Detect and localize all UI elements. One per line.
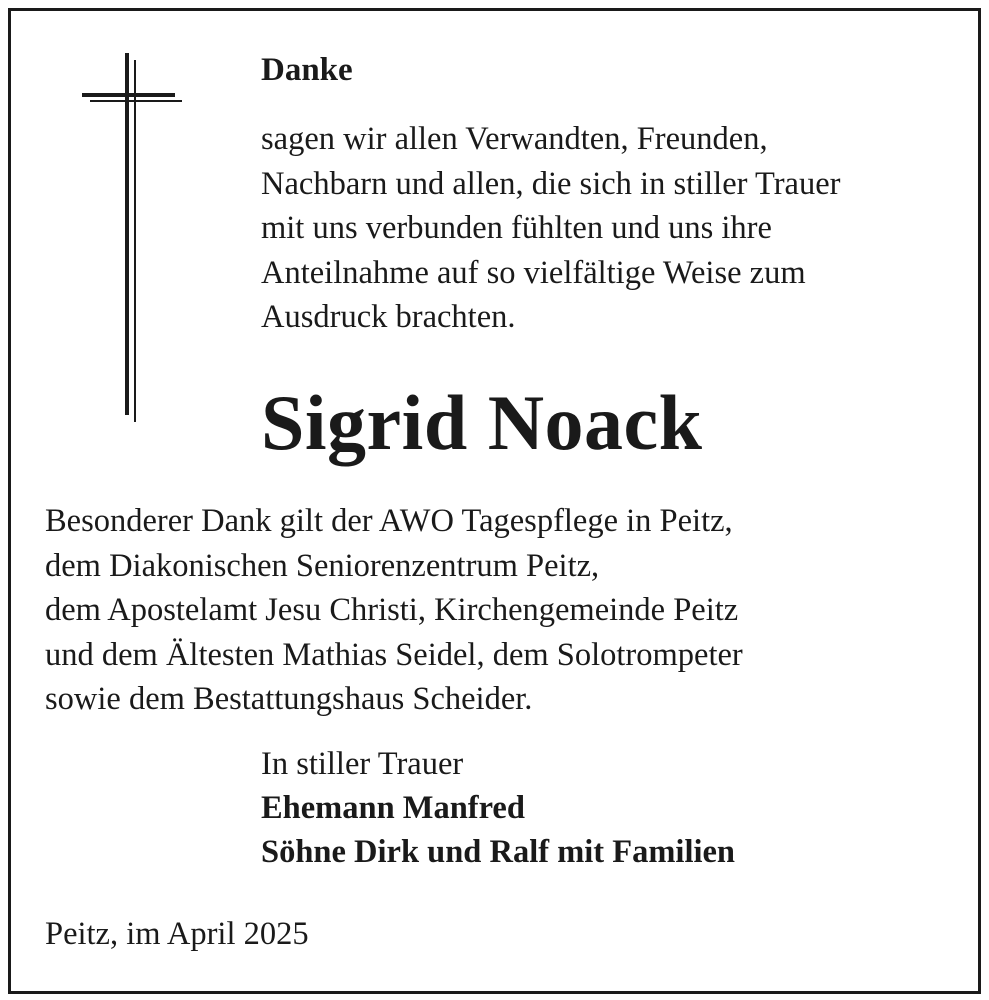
special-thanks-text [45, 499, 743, 722]
special-thanks-line: und dem Ältesten Mathias Seidel, dem Solotrompeter [45, 636, 743, 673]
mourner-name: Ehemann Manfred [261, 790, 525, 826]
intro-line: Nachbarn und allen, die sich in stiller Trauer [261, 165, 841, 202]
special-thanks-line: sowie dem Bestattungshaus Scheider. [45, 681, 533, 717]
special-thanks-line: Besonderer Dank gilt der AWO Tagespflege in Peitz, [45, 503, 733, 539]
mourning-signature [261, 742, 735, 874]
mourner-name: Söhne Dirk und Ralf mit Familien [261, 834, 736, 870]
deceased-name: Sigrid Noack [261, 379, 703, 466]
intro-text [261, 117, 840, 340]
cross-horizontal-bar [82, 93, 175, 97]
place-date: Peitz, im April 2025 [45, 916, 309, 952]
intro-line: Ausdruck brachten. [261, 299, 516, 335]
heading-danke: Danke [261, 52, 353, 88]
cross-vertical-shadow [134, 60, 136, 422]
intro-line: mit uns verbunden fühlten und uns ihre [261, 210, 772, 246]
mourning-intro: In stiller Trauer [261, 746, 464, 782]
special-thanks-line: dem Diakonischen Seniorenzentrum Peitz, [45, 547, 600, 584]
intro-line: sagen wir allen Verwandten, Freunden, [261, 121, 768, 157]
special-thanks-line: dem Apostelamt Jesu Christi, Kirchengemeinde Peitz [45, 592, 739, 628]
intro-line: Anteilnahme auf so vielfältige Weise zum [261, 254, 806, 291]
cross-horizontal-shadow [90, 100, 182, 102]
cross-vertical-bar [125, 53, 129, 415]
